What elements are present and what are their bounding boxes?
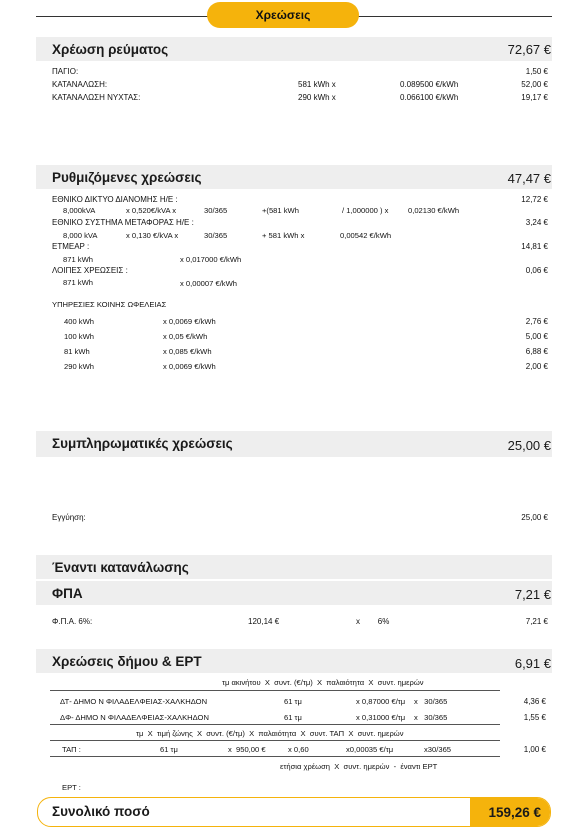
municipal-formula-header: τμ ακινήτου Χ συντ. (€/τμ) Χ παλαιότητα Χ συντ. ημερών — [222, 678, 424, 687]
vat-base: 120,14 € — [248, 617, 280, 626]
top-rule-right — [358, 16, 552, 17]
supplementary-section-amount: 25,00 € — [507, 438, 551, 453]
other-charges-label: ΛΟΙΠΕΣ ΧΡΕΩΣΕΙΣ : — [52, 266, 128, 275]
public-service-rate: x 0,0069 €/kWh — [163, 362, 216, 371]
night-consumption-rate: 0.066100 €/kWh — [400, 93, 459, 102]
consumption-amount: 52,00 € — [521, 80, 548, 89]
public-service-label: ΥΠΗΡΕΣΙΕΣ ΚΟΙΝΗΣ ΩΦΕΛΕΙΑΣ — [52, 300, 167, 309]
regulated-section-title: Ρυθμιζόμενες χρεώσεις — [52, 170, 202, 185]
public-service-qty: 100 kWh — [64, 332, 94, 341]
etmear-label: ΕΤΜΕΑΡ : — [52, 242, 90, 251]
power-section-amount: 72,67 € — [507, 42, 551, 57]
supplementary-section-title: Συμπληρωματικές χρεώσεις — [52, 436, 233, 451]
tap-formula-header: τμ Χ τιμή ζώνης Χ συντ. (€/τμ) Χ παλαιότητα Χ συντ. ΤΑΠ Χ συντ. ημερών — [136, 729, 404, 738]
network-label: ΕΘΝΙΚΟ ΔΙΚΤΥΟ ΔΙΑΝΟΜΗΣ Η/Ε : — [52, 195, 178, 204]
vat-rate: x 6% — [356, 617, 390, 626]
public-service-rate: x 0,05 €/kWh — [163, 332, 208, 341]
public-service-qty: 290 kWh — [64, 362, 94, 371]
tap-coef: x0,00035 €/τμ — [346, 745, 394, 754]
regulated-section-amount: 47,47 € — [507, 171, 551, 186]
top-rule-left — [36, 16, 208, 17]
tap-amount: 1,00 € — [523, 745, 546, 754]
night-consumption-amount: 19,17 € — [521, 93, 548, 102]
public-service-amount: 2,00 € — [525, 362, 548, 371]
municipal-tax-rate: x 0,31000 €/τμ — [356, 713, 406, 722]
etmear-amount: 14,81 € — [521, 242, 548, 251]
other-charges-amount: 0,06 € — [525, 266, 548, 275]
night-consumption-qty: 290 kWh x — [298, 93, 336, 102]
transmission-power-rate: x 0,130 €/kVA x — [126, 231, 179, 240]
other-charges-rate: x 0,00007 €/kWh — [180, 279, 237, 288]
tap-zone-price: x 950,00 € — [228, 745, 266, 754]
municipal-tax-label: ΔΤ- ΔΗΜΟ Ν ΦΙΛΑΔΕΛΦΕΙΑΣ-ΧΑΛΚΗΔΟΝ — [60, 697, 208, 706]
transmission-days: 30/365 — [204, 231, 228, 240]
municipal-tax-sqm: 61 τμ — [284, 713, 302, 722]
municipal-section-title: Χρεώσεις δήμου & ΕΡΤ — [52, 654, 202, 669]
vat-section-header — [36, 581, 552, 605]
fixed-charge-amount: 1,50 € — [525, 67, 548, 76]
network-power: 8,000kVA — [63, 206, 96, 215]
consumption-label: ΚΑΤΑΝΑΛΩΣΗ: — [52, 80, 108, 89]
transmission-energy-rate: 0,00542 €/kWh — [340, 231, 392, 240]
other-charges-qty: 871 kWh — [63, 278, 93, 287]
vat-label: Φ.Π.Α. 6%: — [52, 617, 93, 626]
transmission-power: 8,000 kVA — [63, 231, 98, 240]
tap-days: x30/365 — [424, 745, 452, 754]
municipal-tax-days: x 30/365 — [414, 697, 448, 706]
public-service-amount: 6,88 € — [525, 347, 548, 356]
public-service-qty: 81 kWh — [64, 347, 90, 356]
ert-formula-header: ετήσια χρέωση Χ συντ. ημερών - έναντι ΕΡΤ — [280, 762, 438, 771]
guarantee-amount: 25,00 € — [521, 513, 548, 522]
public-service-rate: x 0,085 €/kWh — [163, 347, 212, 356]
total-label: Συνολικό ποσό — [52, 804, 150, 819]
municipal-tax-label: ΔΦ- ΔΗΜΟ Ν ΦΙΛΑΔΕΛΦΕΙΑΣ-ΧΑΛΚΗΔΟΝ — [60, 713, 209, 722]
tap-age-coef: x 0,60 — [288, 745, 309, 754]
transmission-energy: + 581 kWh x — [262, 231, 305, 240]
municipal-rule-1 — [50, 690, 500, 691]
tap-sqm: 61 τμ — [160, 745, 178, 754]
total-bar — [37, 797, 551, 827]
network-power-rate: x 0,520€/kVA x — [126, 206, 177, 215]
municipal-rule-2 — [50, 724, 500, 725]
consumption-rate: 0.089500 €/kWh — [400, 80, 459, 89]
etmear-qty: 871 kWh — [63, 255, 93, 264]
etmear-rate: x 0,017000 €/kWh — [180, 255, 242, 264]
public-service-amount: 2,76 € — [525, 317, 548, 326]
consumption-qty: 581 kWh x — [298, 80, 336, 89]
network-divisor: / 1,000000 ) x — [342, 206, 389, 215]
transmission-amount: 3,24 € — [525, 218, 548, 227]
network-days: 30/365 — [204, 206, 228, 215]
municipal-tax-amount: 1,55 € — [523, 713, 546, 722]
against-consumption-title: Έναντι κατανάλωσης — [52, 560, 189, 575]
municipal-tax-amount: 4,36 € — [523, 697, 546, 706]
municipal-tax-days: x 30/365 — [414, 713, 448, 722]
fixed-charge-label: ΠΑΓΙΟ: — [52, 67, 79, 76]
vat-amount: 7,21 € — [525, 617, 548, 626]
ert-label: ΕΡΤ : — [62, 783, 81, 792]
municipal-rule-3 — [50, 740, 500, 741]
municipal-tax-sqm: 61 τμ — [284, 697, 302, 706]
network-amount: 12,72 € — [521, 195, 548, 204]
public-service-qty: 400 kWh — [64, 317, 94, 326]
municipal-section-amount: 6,91 € — [514, 656, 551, 671]
public-service-rate: x 0,0069 €/kWh — [163, 317, 216, 326]
transmission-label: ΕΘΝΙΚΟ ΣΥΣΤΗΜΑ ΜΕΤΑΦΟΡΑΣ Η/Ε : — [52, 218, 194, 227]
vat-section-title: ΦΠΑ — [52, 586, 83, 601]
tab-charges[interactable]: Χρεώσεις — [207, 2, 359, 28]
power-section-title: Χρέωση ρεύματος — [52, 42, 169, 57]
total-amount: 159,26 € — [488, 805, 541, 820]
network-energy-rate: 0,02130 €/kWh — [408, 206, 460, 215]
guarantee-label: Εγγύηση: — [52, 513, 86, 522]
vat-section-amount: 7,21 € — [514, 587, 551, 602]
night-consumption-label: ΚΑΤΑΝΑΛΩΣΗ ΝΥΧΤΑΣ: — [52, 93, 141, 102]
municipal-rule-4 — [50, 756, 500, 757]
tap-label: ΤΑΠ : — [62, 745, 81, 754]
municipal-tax-rate: x 0,87000 €/τμ — [356, 697, 406, 706]
network-energy: +(581 kWh — [262, 206, 299, 215]
public-service-amount: 5,00 € — [525, 332, 548, 341]
